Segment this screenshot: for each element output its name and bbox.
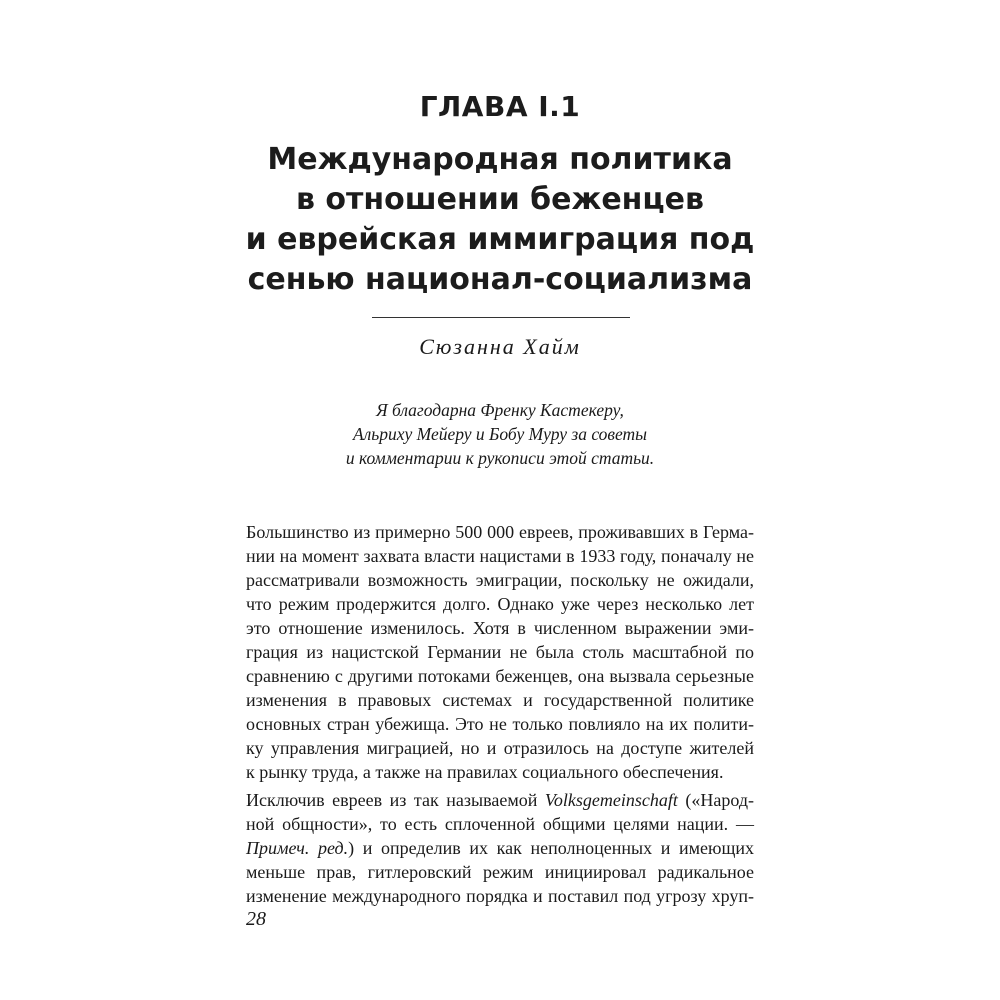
acknowledgement-line: Альриху Мейеру и Бобу Муру за советы (352, 424, 648, 444)
text-line: изменения в правовых системах и государственной политике (246, 690, 754, 710)
chapter-title-line: Международная политика (267, 142, 733, 177)
chapter-title-line: сенью национал-социализма (247, 262, 753, 297)
text-line: ной общности», то есть сплоченной общими целями нации. — (246, 814, 754, 834)
body-text (246, 520, 754, 908)
text-line: что режим продержится долго. Однако уже через несколько лет (246, 594, 754, 614)
text-line: грация из нацистской Германии не была столь масштабной по (246, 642, 754, 662)
title-divider (372, 317, 630, 318)
paragraph-2 (246, 788, 754, 908)
foreign-term: Volksgemeinschaft (544, 790, 678, 810)
text-line: сравнению с другими потоками беженцев, она вызвала серьезные (246, 666, 754, 686)
chapter-label: ГЛАВА I.1 (419, 90, 581, 123)
text-line: к рынку труда, а также на правилах социального обеспечения. (246, 762, 724, 782)
acknowledgement (250, 398, 750, 470)
acknowledgement-line: и комментарии к рукописи этой статьи. (345, 448, 655, 468)
acknowledgement-line: Я благодарна Френку Кастекеру, (376, 400, 624, 420)
paragraph-1 (246, 520, 754, 784)
author-name: Сюзанна Хайм (419, 334, 581, 359)
text-line: основных стран убежища. Это не только повлияло на их полити- (246, 714, 754, 734)
editor-note: Примеч. ред. (246, 838, 349, 858)
text-line: это отношение изменилось. Хотя в численном выражении эми- (246, 618, 754, 638)
text-line: меньше прав, гитлеровский режим инициировал радикальное (246, 862, 754, 882)
chapter-title-line: и еврейская иммиграция под (245, 222, 755, 257)
text-line: нии на момент захвата власти нацистами в 1933 году, поначалу не (246, 546, 754, 566)
text-line: Большинство из примерно 500 000 евреев, проживавших в Герма- (246, 522, 754, 542)
page-number: 28 (246, 908, 266, 930)
chapter-title-line: в отношении беженцев (296, 182, 704, 217)
chapter-title (200, 140, 800, 300)
text-line (246, 836, 754, 860)
text-line (246, 788, 754, 812)
text-fragment: («Народ- (677, 790, 754, 810)
text-line: ку управления миграцией, но и отразилось на доступе жителей (246, 738, 754, 758)
text-line: изменение международного порядка и поставил под угрозу хруп- (246, 886, 754, 906)
text-fragment: ) и определив их как неполноценных и имеющих (348, 838, 754, 858)
text-line: рассматривали возможность эмиграции, поскольку не ожидали, (246, 570, 754, 590)
text-fragment: Исключив евреев из так называемой (246, 790, 545, 810)
